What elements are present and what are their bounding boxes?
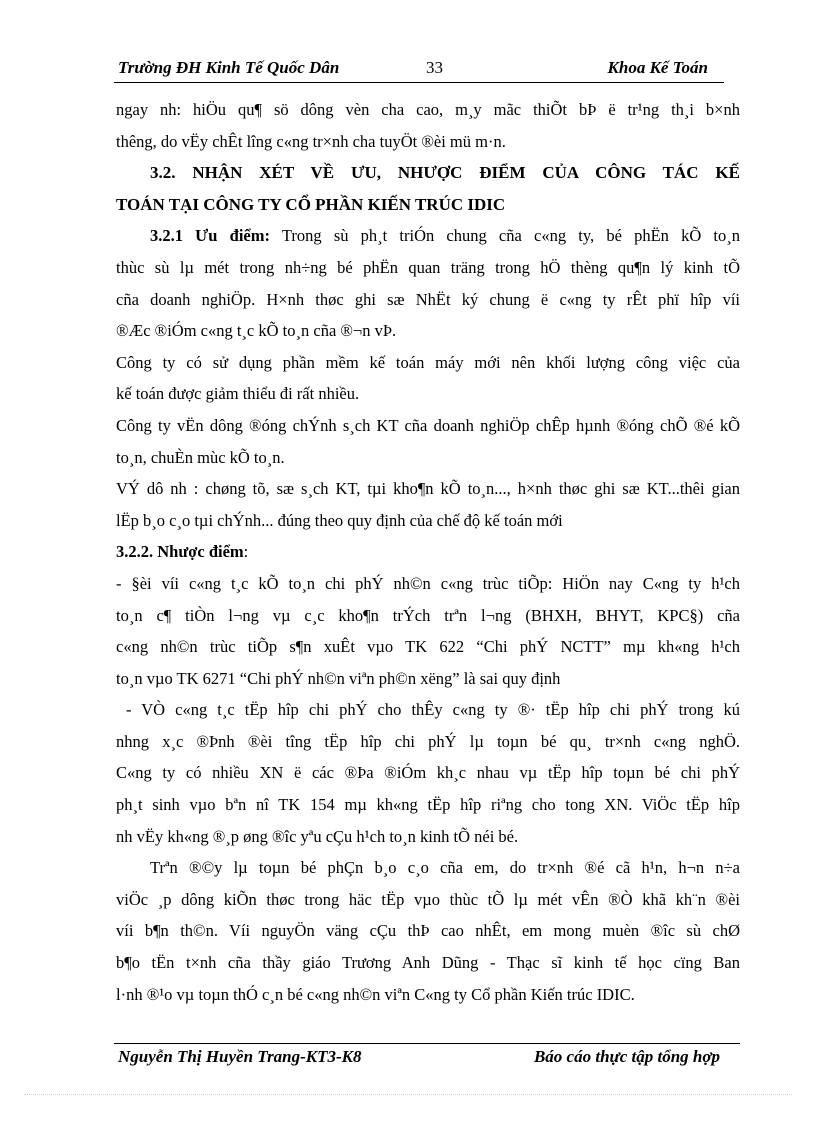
subsection-321-line	[116, 220, 740, 252]
body-line: víi b¶n th©n. Víi nguyÖn väng cÇu thÞ cao nhÊt, em mong muèn ®îc sù chØ	[116, 921, 740, 941]
body-line: l·nh ®¹o vµ toµn thÓ c¸n bé c«ng nh©n viªn C«ng ty Cổ phần Kiến trúc IDIC.	[116, 984, 635, 1004]
body-line: to¸n vµo TK 6271 “Chi phÝ nh©n viªn ph©n xëng” là sai quy định	[116, 668, 561, 688]
body-line: to¸n, chuÈn mùc kÕ to¸n.	[116, 447, 285, 467]
body-line: VÝ dô nh : chøng tõ, sæ s¸ch KT, tµi kho¶n kÕ to¸n..., h×nh thøc ghi sæ KT...thêi gian	[116, 479, 740, 499]
body-line: c«ng nh©n trùc tiÕp s¶n xuÊt vµo TK 622 “Chi phÝ NCTT” mµ kh«ng h¹ch	[116, 637, 740, 657]
section-heading-line-2: TOÁN TẠI CÔNG TY CỔ PHẦN KIẾN TRÚC IDIC	[116, 194, 506, 214]
subsection-321-title: 3.2.1 Ưu điểm:	[150, 226, 270, 246]
subsection-322-colon: :	[243, 542, 249, 562]
body-line: ph¸t sinh vµo bªn nî TK 154 mµ kh«ng tËp hîp riªng cho tong XN. ViÖc tËp hîp	[116, 795, 740, 815]
body-line: cña doanh nghiÖp. H×nh thøc ghi sæ NhËt ký chung ë c«ng ty rÊt phï hîp víi	[116, 289, 740, 309]
page-header	[114, 56, 724, 83]
body-line: Trªn ®©y lµ toµn bé phÇn b¸o c¸o cña em, do tr×nh ®é cã h¹n, h¬n n÷a	[150, 858, 740, 878]
body-line: lËp b¸o c¸o tµi chÝnh... đúng theo quy định của chế độ kế toán mới	[116, 510, 563, 530]
subsection-322-title: 3.2.2. Nhược điểm	[116, 542, 244, 562]
body-line: to¸n c¶ tiÒn l¬ng vµ c¸c kho¶n trÝch trªn l¬ng (BHXH, BHYT, KPC§) cña	[116, 605, 740, 625]
body-line: thêng, do vËy chÊt lîng c«ng tr×nh cha tuyÖt ®èi mü m·n.	[116, 131, 506, 151]
body-line: ngay nh: hiÖu qu¶ sö dông vèn cha cao, m¸y mãc thiÕt bÞ ë tr¹ng th¸i b×nh	[116, 100, 740, 119]
body-line: ®Æc ®iÓm c«ng t¸c kÕ to¸n cña ®¬n vÞ.	[116, 321, 397, 341]
body-line: Công ty có sử dụng phần mềm kế toán máy mới nên khối lượng công việc của	[116, 352, 740, 372]
page-edge-divider	[24, 1094, 792, 1095]
body-line: C«ng ty có nhiều XN ë các ®Þa ®iÓm kh¸c nhau vµ tËp hîp toµn bé chi phÝ	[116, 763, 740, 783]
body-line: nhng x¸c ®Þnh ®èi tîng tËp hîp chi phÝ lµ toµn bé qu¸ tr×nh c«ng nghÖ.	[116, 731, 740, 751]
body-line: b¶o tËn t×nh cña thầy giáo Trương Anh Dũng - Thạc sĩ kinh tế học cïng Ban	[116, 953, 740, 973]
document-body	[116, 94, 740, 1010]
footer-author: Nguyễn Thị Huyền Trang-KT3-K8	[118, 1047, 362, 1066]
body-line: Công ty vËn dông ®óng chÝnh s¸ch KT cña doanh nghiÖp chÊp hµnh ®óng chÕ ®é kÕ	[116, 415, 740, 435]
header-page-number: 33	[426, 58, 443, 77]
section-heading-line-1: 3.2. NHẬN XÉT VỀ ƯU, NHƯỢC ĐIỂM CỦA CÔNG TÁC KẾ	[150, 163, 740, 183]
body-line: thùc sù lµ mét trong nh÷ng bé phËn quan träng trong hÖ thèng qu¶n lý kinh tÕ	[116, 257, 740, 277]
body-line: kế toán được giảm thiểu đi rất nhiều.	[116, 384, 360, 404]
footer-report-type: Báo cáo thực tập tổng hợp	[533, 1047, 720, 1066]
footer-divider	[114, 1043, 740, 1044]
body-line: - VÒ c«ng t¸c tËp hîp chi phÝ cho thÊy c«ng ty ®· tËp hîp chi phÝ trong kú	[126, 700, 740, 720]
subsection-322-line	[116, 536, 740, 568]
body-line: Trong sù ph¸t triÓn chung cña c«ng ty, bé phËn kÕ to¸n	[281, 226, 740, 246]
body-line: nh vËy kh«ng ®¸p øng ®îc yªu cÇu h¹ch to¸n kinh tÕ néi bé.	[116, 826, 519, 846]
body-line: - §èi víi c«ng t¸c kÕ to¸n chi phÝ nh©n c«ng trùc tiÕp: HiÖn nay C«ng ty h¹ch	[116, 573, 740, 593]
header-school: Trường ĐH Kinh Tế Quốc Dân	[118, 58, 340, 77]
body-line: viÖc ¸p dông kiÕn thøc trong häc tËp vµo thùc tÕ lµ mét vÊn ®Ò khã kh¨n ®èi	[116, 889, 740, 909]
header-department: Khoa Kế Toán	[607, 58, 708, 77]
